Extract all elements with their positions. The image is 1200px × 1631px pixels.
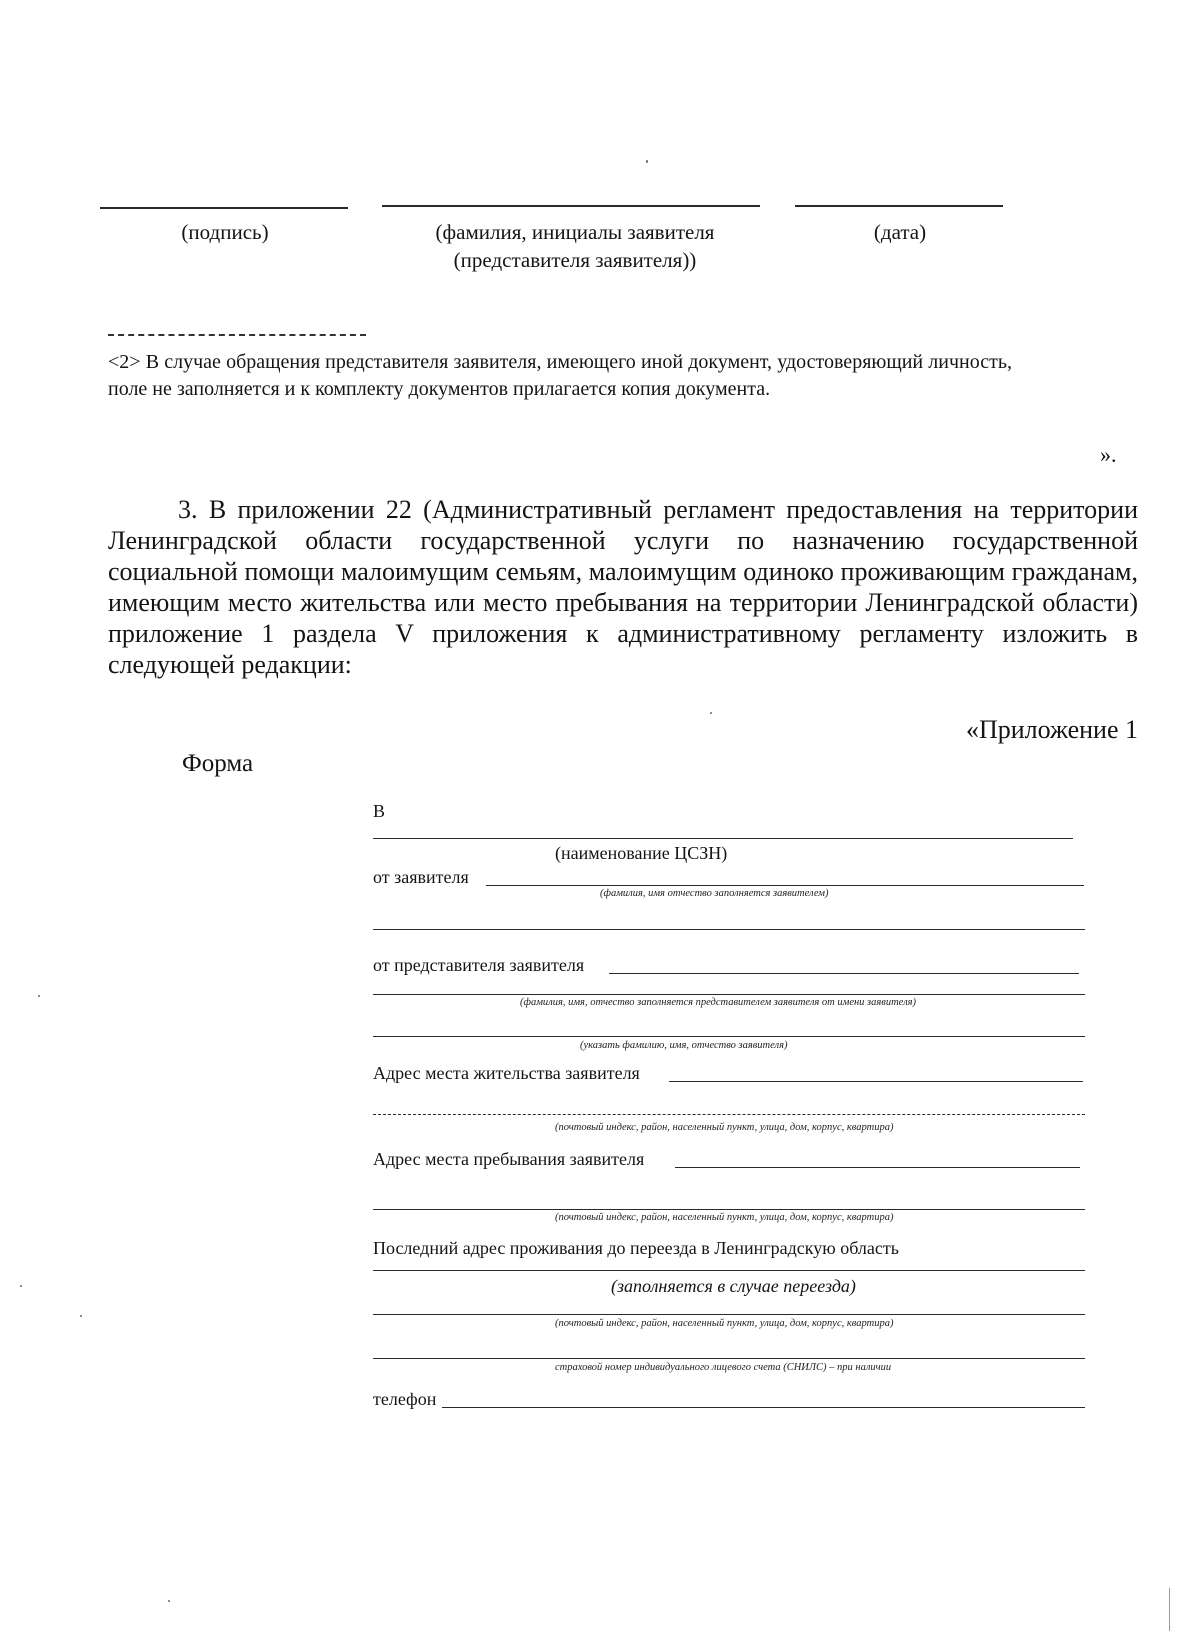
scan-speck [38, 995, 40, 997]
csn-hint: (наименование ЦСЗН) [555, 843, 728, 863]
footnote-text: <2> В случае обращения представителя заявителя, имеющего иной документ, удостоверяющий личность, поле не заполняется и к комплекту документов прилагается копия документа. [108, 351, 1012, 400]
snils-field[interactable] [373, 1358, 1085, 1359]
to-prefix: В [373, 801, 386, 821]
residence-address-field-2[interactable] [373, 1114, 1085, 1115]
csn-name-field[interactable] [373, 838, 1073, 839]
from-applicant-hint: (фамилия, имя отчество заполняется заявителем) [600, 888, 829, 899]
applicant-fio-hint: (указать фамилию, имя, отчество заявителя) [580, 1040, 788, 1051]
representative-name-field-2[interactable] [373, 994, 1085, 995]
signature-label: (подпись) [181, 220, 269, 244]
name-line [382, 205, 760, 207]
representative-name-field[interactable] [609, 973, 1079, 974]
amendment-paragraph: 3. В приложении 22 (Административный регламент предоставления на территории Ленинградской области государственной услуги по назначению государственной социальной помощи малоимущим семьям, малоимущим одиноко проживающим гражданам, имеющим место жительства или место пребывания на территории Ленинградской области) приложение 1 раздела V приложения к административному регламенту изложить в следующей редакции: [108, 495, 1138, 679]
scan-edge [1169, 1588, 1170, 1631]
residence-address-hint: (почтовый индекс, район, населенный пункт, улица, дом, корпус, квартира) [555, 1122, 894, 1133]
scan-speck [168, 1600, 170, 1602]
footnote-separator [108, 334, 366, 336]
last-address-hint: (почтовый индекс, район, населенный пункт, улица, дом, корпус, квартира) [555, 1318, 894, 1329]
from-representative-label: от представителя заявителя [373, 955, 585, 975]
scan-speck [20, 1285, 22, 1287]
scan-speck [80, 1315, 82, 1317]
date-line [795, 205, 1003, 207]
last-address-field[interactable] [373, 1270, 1085, 1271]
last-address-note: (заполняется в случае переезда) [611, 1276, 856, 1296]
date-label: (дата) [873, 220, 927, 244]
scan-speck [710, 712, 712, 714]
name-label-line1: (фамилия, инициалы заявителя [435, 220, 715, 244]
last-address-field-2[interactable] [373, 1314, 1085, 1315]
stay-address-hint: (почтовый индекс, район, населенный пункт, улица, дом, корпус, квартира) [555, 1212, 894, 1223]
applicant-name-field-2[interactable] [373, 929, 1085, 930]
closing-quote: ». [1100, 442, 1117, 467]
phone-label: телефон [373, 1389, 437, 1409]
from-applicant-label: от заявителя [373, 867, 469, 887]
form-label: Форма [182, 750, 254, 777]
applicant-fio-field[interactable] [373, 1036, 1085, 1037]
residence-address-field[interactable] [669, 1081, 1083, 1082]
name-label-line2: (представителя заявителя)) [453, 248, 697, 272]
representative-hint: (фамилия, имя, отчество заполняется представителем заявителя от имени заявителя) [520, 997, 917, 1008]
signature-line [100, 207, 348, 209]
stay-address-field-2[interactable] [373, 1209, 1085, 1210]
scan-speck [646, 160, 648, 163]
stay-address-field[interactable] [675, 1167, 1080, 1168]
residence-address-label: Адрес места жительства заявителя [373, 1063, 640, 1083]
phone-field[interactable] [442, 1407, 1085, 1408]
appendix-title: «Приложение 1 [965, 715, 1138, 744]
stay-address-label: Адрес места пребывания заявителя [373, 1149, 645, 1169]
snils-hint: страховой номер индивидуального лицевого счета (СНИЛС) – при наличии [555, 1362, 892, 1373]
applicant-name-field[interactable] [486, 885, 1084, 886]
last-address-label: Последний адрес проживания до переезда в Ленинградскую область [373, 1238, 899, 1258]
application-form [375, 800, 1095, 1440]
